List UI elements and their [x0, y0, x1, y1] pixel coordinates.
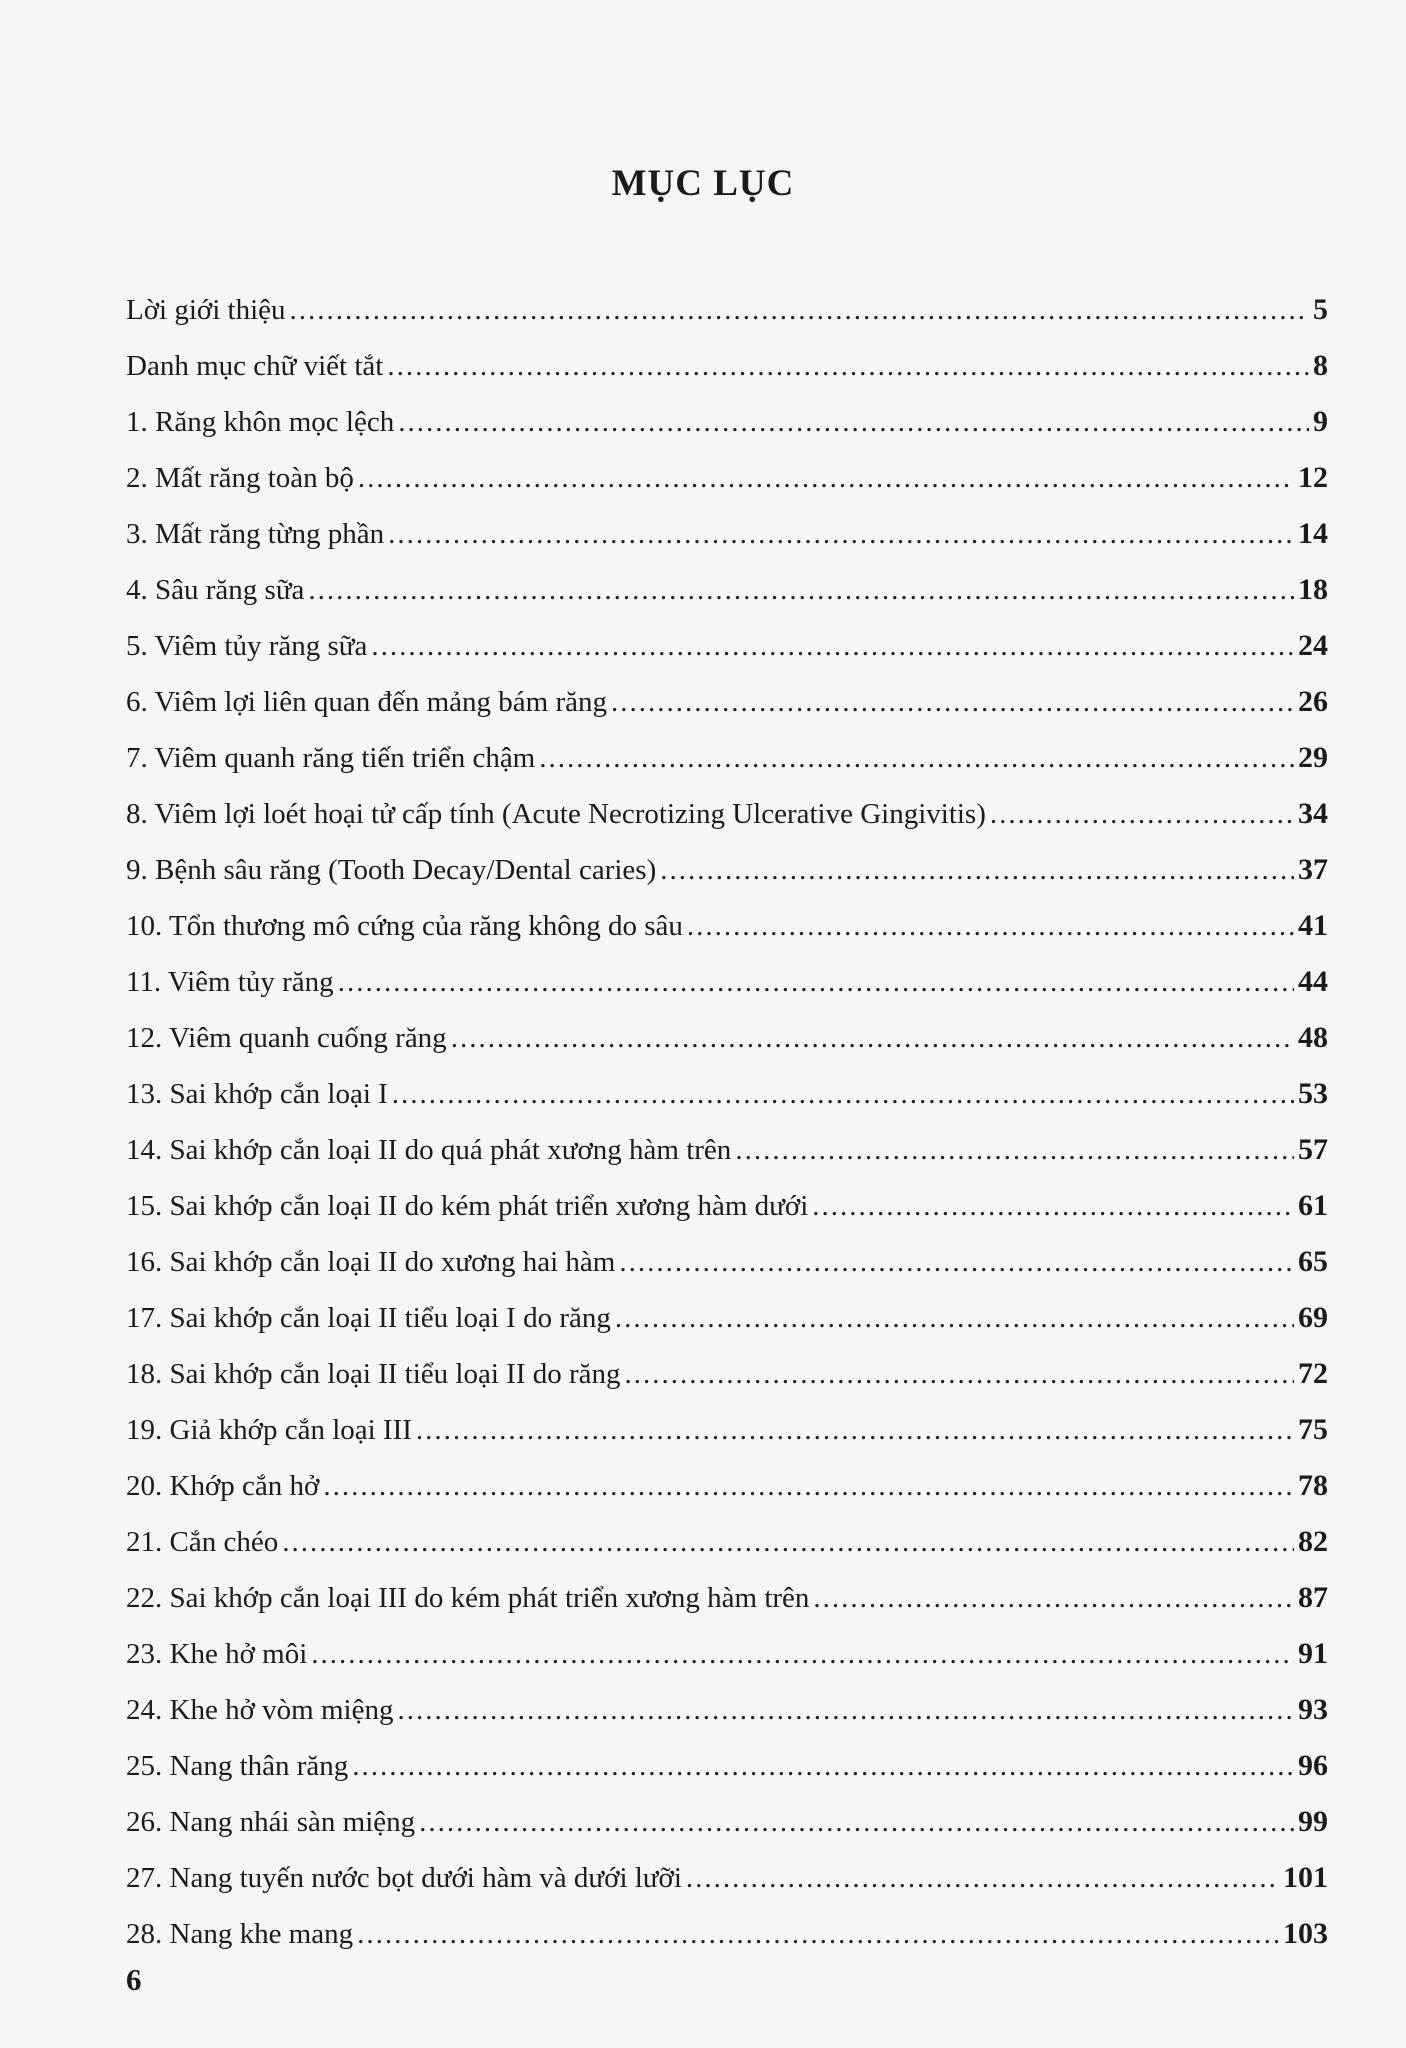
toc-entry-page: 61 — [1298, 1189, 1328, 1222]
toc-entry-page: 82 — [1298, 1525, 1328, 1558]
toc-entry — [126, 730, 1328, 786]
dot-leader — [397, 1682, 1294, 1738]
toc-entry — [126, 562, 1328, 618]
dot-leader — [539, 730, 1294, 786]
toc-entry-label: 1. Răng khôn mọc lệch — [126, 406, 395, 438]
toc-entry — [126, 1402, 1328, 1458]
dot-leader — [338, 954, 1294, 1010]
toc-entry — [126, 1234, 1328, 1290]
page-title: MỤC LỤC — [611, 163, 795, 204]
dot-leader — [388, 506, 1294, 562]
toc-entry — [126, 842, 1328, 898]
toc-entry-page: 41 — [1298, 909, 1328, 942]
dot-leader — [686, 1850, 1279, 1906]
dot-leader — [282, 1514, 1294, 1570]
toc-entry-label: 16. Sai khớp cắn loại II do xương hai hàm — [126, 1246, 616, 1278]
dot-leader — [660, 842, 1294, 898]
toc-entry-label: 7. Viêm quanh răng tiến triển chậm — [126, 742, 536, 774]
toc-entry — [126, 1290, 1328, 1346]
page-number: 6 — [126, 1962, 142, 1997]
toc-entry-label: 18. Sai khớp cắn loại II tiểu loại II do răng — [126, 1358, 621, 1390]
dot-leader — [615, 1290, 1294, 1346]
toc-entry-page: 72 — [1298, 1357, 1328, 1390]
toc-entry-page: 99 — [1298, 1805, 1328, 1838]
dot-leader — [735, 1122, 1294, 1178]
toc-entry — [126, 618, 1328, 674]
toc-entry — [126, 1178, 1328, 1234]
dot-leader — [619, 1234, 1294, 1290]
dot-leader — [451, 1010, 1294, 1066]
toc-entry — [126, 1682, 1328, 1738]
dot-leader — [611, 674, 1294, 730]
table-of-contents — [126, 282, 1328, 1962]
toc-entry — [126, 786, 1328, 842]
toc-entry — [126, 506, 1328, 562]
toc-entry-page: 18 — [1298, 573, 1328, 606]
toc-entry-label: 28. Nang khe mang — [126, 1918, 354, 1950]
toc-entry — [126, 1010, 1328, 1066]
toc-entry-page: 75 — [1298, 1413, 1328, 1446]
toc-entry-label: 8. Viêm lợi loét hoại tử cấp tính (Acute Necrotizing Ulcerative Gingivitis) — [126, 798, 986, 830]
toc-entry-label: 26. Nang nhái sàn miệng — [126, 1806, 416, 1838]
toc-entry — [126, 898, 1328, 954]
toc-entry — [126, 282, 1328, 338]
toc-entry-page: 103 — [1283, 1917, 1328, 1950]
toc-entry-label: 25. Nang thân răng — [126, 1750, 349, 1782]
dot-leader — [416, 1402, 1294, 1458]
toc-entry-label: 12. Viêm quanh cuống răng — [126, 1022, 447, 1054]
toc-entry — [126, 394, 1328, 450]
dot-leader — [813, 1570, 1294, 1626]
toc-entry-page: 53 — [1298, 1077, 1328, 1110]
toc-entry-label: Danh mục chữ viết tắt — [126, 350, 384, 382]
toc-entry — [126, 450, 1328, 506]
toc-entry-page: 24 — [1298, 629, 1328, 662]
toc-entry-label: 19. Giả khớp cắn loại III — [126, 1414, 412, 1446]
toc-entry-page: 78 — [1298, 1469, 1328, 1502]
dot-leader — [358, 450, 1294, 506]
toc-entry — [126, 1122, 1328, 1178]
toc-entry-label: 21. Cắn chéo — [126, 1526, 279, 1558]
toc-entry-page: 65 — [1298, 1245, 1328, 1278]
toc-entry-page: 12 — [1298, 461, 1328, 494]
toc-entry-label: 14. Sai khớp cắn loại II do quá phát xương hàm trên — [126, 1134, 732, 1166]
dot-leader — [387, 338, 1309, 394]
toc-entry-page: 57 — [1298, 1133, 1328, 1166]
dot-leader — [323, 1458, 1294, 1514]
toc-entry-page: 37 — [1298, 853, 1328, 886]
toc-entry-label: 24. Khe hở vòm miệng — [126, 1694, 394, 1726]
toc-entry-page: 5 — [1313, 293, 1328, 326]
toc-entry — [126, 1570, 1328, 1626]
toc-entry-label: 3. Mất răng từng phần — [126, 518, 385, 550]
toc-entry-page: 29 — [1298, 741, 1328, 774]
toc-entry-label: 9. Bệnh sâu răng (Tooth Decay/Dental caries) — [126, 854, 657, 886]
toc-entry-label: 13. Sai khớp cắn loại I — [126, 1078, 388, 1110]
toc-entry-page: 9 — [1313, 405, 1328, 438]
dot-leader — [308, 562, 1294, 618]
toc-entry — [126, 1794, 1328, 1850]
toc-entry-label: 4. Sâu răng sữa — [126, 574, 305, 606]
dot-leader — [371, 618, 1294, 674]
toc-entry-label: 11. Viêm tủy răng — [126, 966, 334, 998]
toc-entry-label: 17. Sai khớp cắn loại II tiểu loại I do răng — [126, 1302, 611, 1334]
toc-entry-label: 22. Sai khớp cắn loại III do kém phát triển xương hàm trên — [126, 1582, 810, 1614]
toc-entry — [126, 1346, 1328, 1402]
toc-entry-page: 91 — [1298, 1637, 1328, 1670]
dot-leader — [352, 1738, 1294, 1794]
dot-leader — [687, 898, 1294, 954]
toc-entry — [126, 1066, 1328, 1122]
toc-entry-label: 2. Mất răng toàn bộ — [126, 462, 354, 494]
toc-entry-page: 44 — [1298, 965, 1328, 998]
toc-entry-label: 15. Sai khớp cắn loại II do kém phát triển xương hàm dưới — [126, 1190, 809, 1222]
toc-entry-label: Lời giới thiệu — [126, 294, 286, 326]
toc-entry — [126, 954, 1328, 1010]
dot-leader — [625, 1346, 1294, 1402]
toc-entry — [126, 1626, 1328, 1682]
toc-entry-label: 20. Khớp cắn hở — [126, 1470, 320, 1502]
dot-leader — [419, 1794, 1294, 1850]
dot-leader — [311, 1626, 1294, 1682]
dot-leader — [392, 1066, 1294, 1122]
toc-entry — [126, 1850, 1328, 1906]
dot-leader — [398, 394, 1309, 450]
toc-entry-page: 93 — [1298, 1693, 1328, 1726]
toc-entry-page: 87 — [1298, 1581, 1328, 1614]
dot-leader — [290, 282, 1309, 338]
toc-entry — [126, 1906, 1328, 1962]
toc-entry — [126, 1514, 1328, 1570]
toc-entry — [126, 674, 1328, 730]
toc-entry-page: 14 — [1298, 517, 1328, 550]
toc-entry-label: 27. Nang tuyến nước bọt dưới hàm và dưới lưỡi — [126, 1862, 682, 1894]
toc-entry-label: 23. Khe hở môi — [126, 1638, 308, 1670]
toc-entry-label: 5. Viêm tủy răng sữa — [126, 630, 368, 662]
toc-entry-label: 6. Viêm lợi liên quan đến mảng bám răng — [126, 686, 607, 718]
toc-entry-page: 48 — [1298, 1021, 1328, 1054]
toc-entry-label: 10. Tổn thương mô cứng của răng không do sâu — [126, 910, 683, 942]
toc-entry-page: 26 — [1298, 685, 1328, 718]
toc-entry-page: 96 — [1298, 1749, 1328, 1782]
toc-entry — [126, 1738, 1328, 1794]
toc-entry-page: 69 — [1298, 1301, 1328, 1334]
toc-entry-page: 8 — [1313, 349, 1328, 382]
dot-leader — [812, 1178, 1294, 1234]
toc-entry-page: 101 — [1283, 1861, 1328, 1894]
toc-entry — [126, 1458, 1328, 1514]
dot-leader — [990, 786, 1294, 842]
dot-leader — [357, 1906, 1279, 1962]
toc-entry — [126, 338, 1328, 394]
toc-entry-page: 34 — [1298, 797, 1328, 830]
